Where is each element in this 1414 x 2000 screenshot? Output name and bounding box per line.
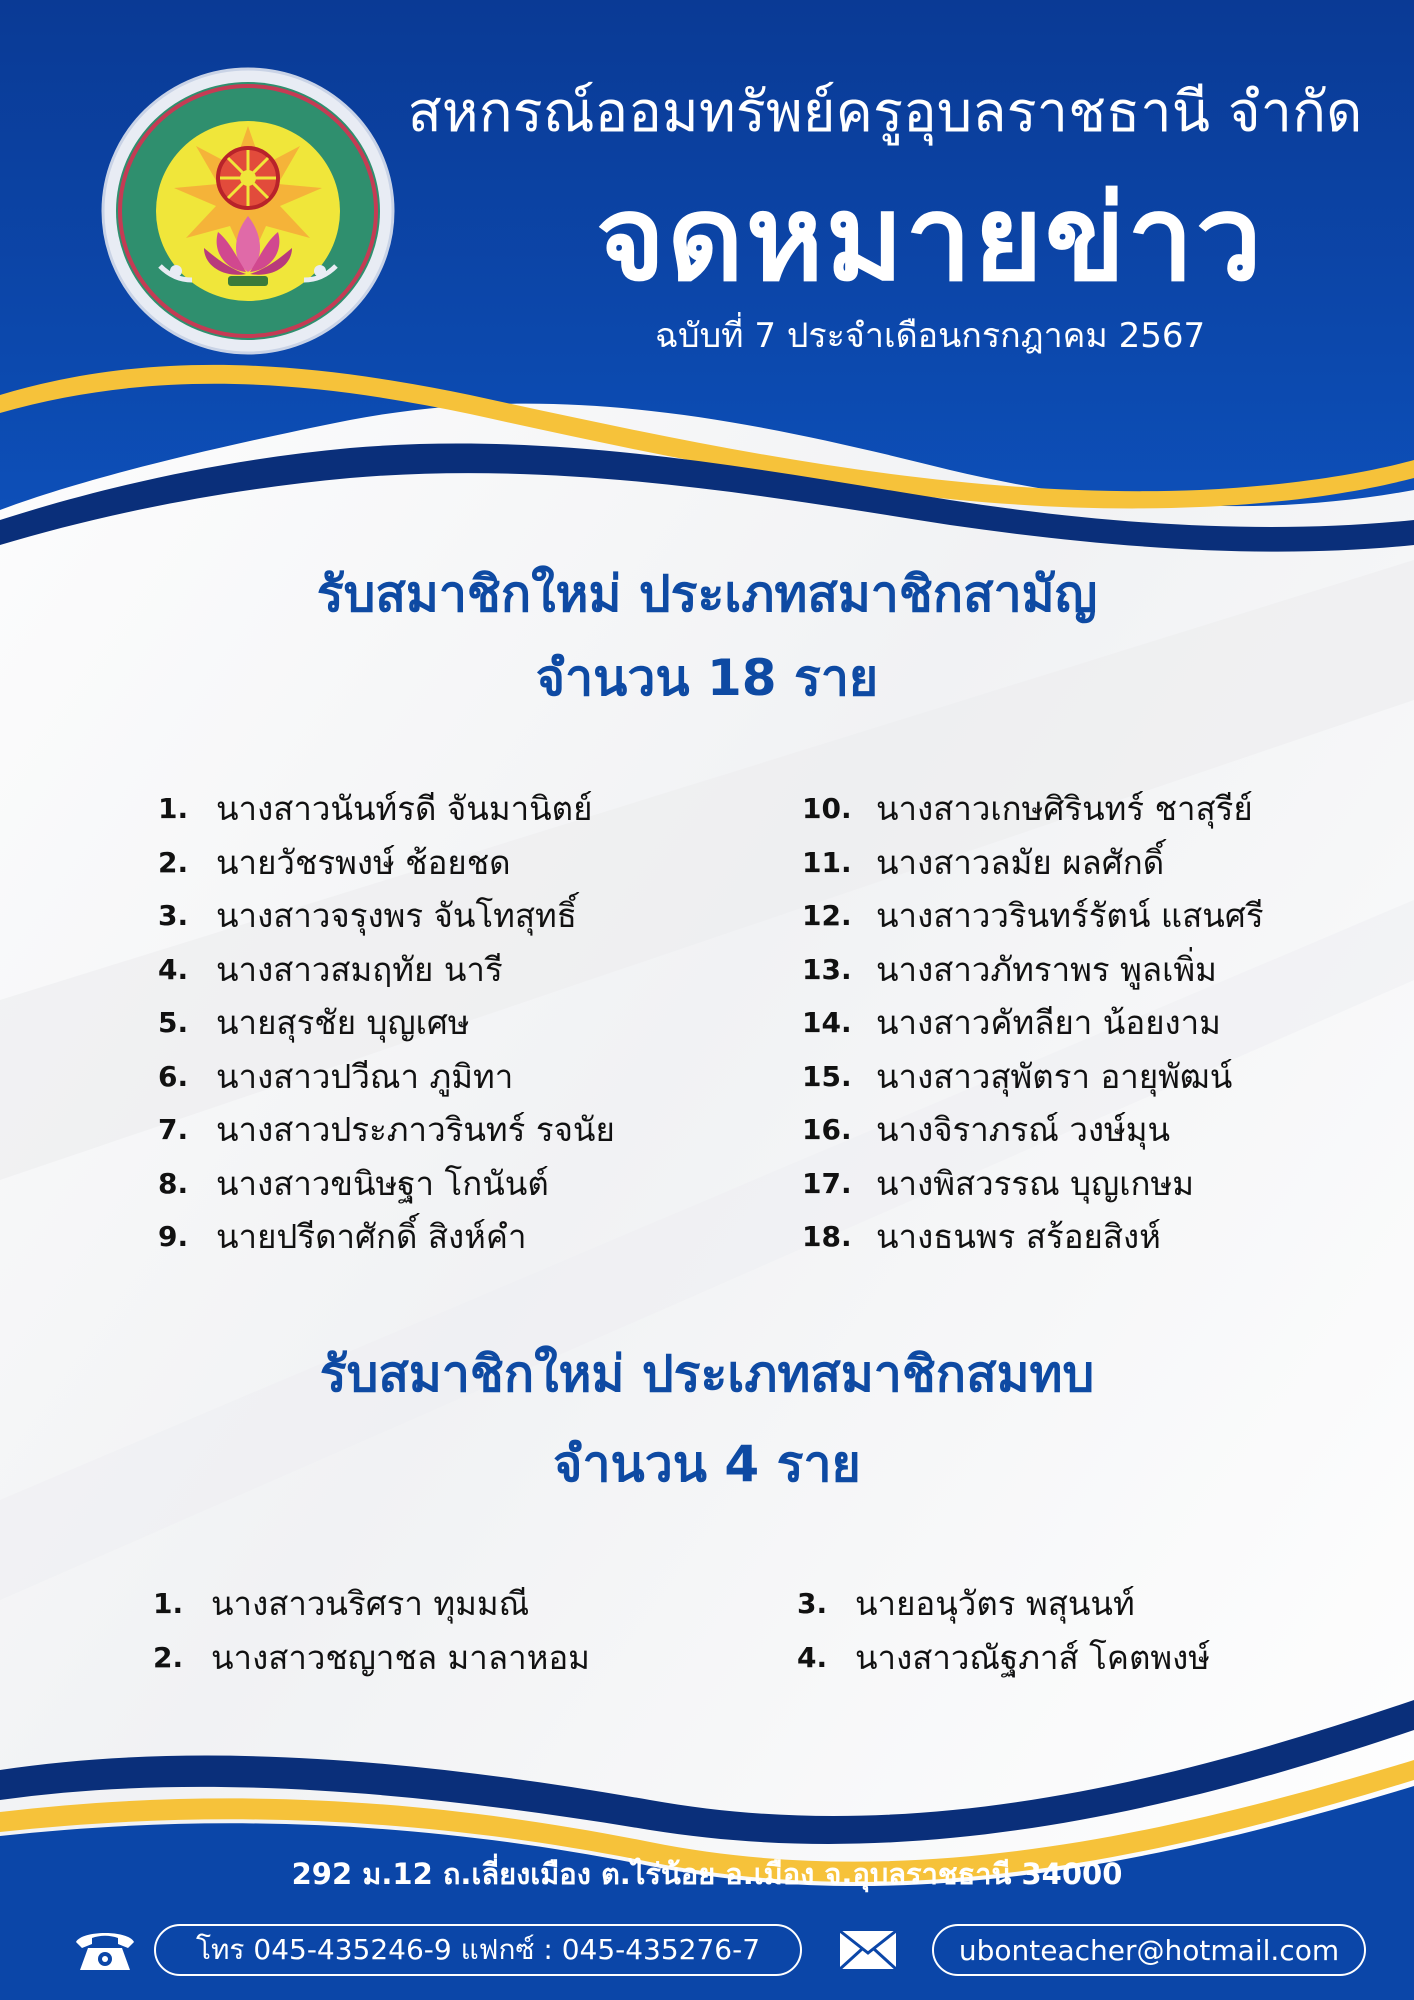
item-number: 9. bbox=[158, 1220, 189, 1254]
ordinary-members-heading: รับสมาชิกใหม่ ประเภทสมาชิกสามัญ bbox=[316, 565, 1098, 623]
issue-line: ฉบับที่ 7 ประจำเดือนกรกฎาคม 2567 bbox=[654, 316, 1206, 356]
member-name: นางพิสวรรณ บุญเกษม bbox=[876, 1163, 1195, 1203]
ordinary-members-list-right bbox=[802, 782, 1264, 1264]
item-number: 8. bbox=[158, 1166, 189, 1200]
list-item bbox=[158, 1210, 615, 1264]
member-name: นางสาวเกษศิรินทร์ ชาสุรีย์ bbox=[876, 789, 1253, 829]
item-number: 15. bbox=[802, 1059, 852, 1093]
email-contact[interactable]: ubonteacher@hotmail.com bbox=[932, 1924, 1366, 1976]
member-name: นางสาวชญาชล มาลาหอม bbox=[211, 1637, 590, 1677]
list-item bbox=[802, 1210, 1264, 1264]
list-item bbox=[158, 1103, 615, 1157]
item-number: 7. bbox=[158, 1113, 189, 1147]
member-name: นางสาวจรุงพร จันโทสุทธิ์ bbox=[216, 896, 577, 936]
ordinary-members-count: จำนวน 18 ราย bbox=[535, 649, 879, 707]
member-name: นายวัชรพงษ์ ช้อยชด bbox=[216, 842, 511, 882]
organization-name: สหกรณ์ออมทรัพย์ครูอุบลราชธานี จำกัด bbox=[407, 80, 1363, 145]
address: 292 ม.12 ถ.เลี่ยงเมือง ต.ไร่น้อย อ.เมือง จ.อุบลราชธานี 34000 bbox=[291, 1857, 1123, 1891]
list-item bbox=[802, 782, 1264, 836]
member-name: นางสาววรินทร์รัตน์ แสนศรี bbox=[876, 896, 1264, 936]
list-item bbox=[802, 836, 1264, 890]
associate-members-list-left bbox=[153, 1577, 590, 1684]
item-number: 3. bbox=[797, 1587, 828, 1621]
item-number: 2. bbox=[158, 845, 189, 879]
member-name: นางสาวขนิษฐา โกนันต์ bbox=[216, 1163, 549, 1203]
envelope-icon bbox=[838, 1929, 898, 1971]
item-number: 11. bbox=[802, 845, 852, 879]
item-number: 13. bbox=[802, 952, 852, 986]
item-number: 16. bbox=[802, 1113, 852, 1147]
member-name: นายปรีดาศักดิ์ สิงห์คำ bbox=[216, 1217, 527, 1257]
member-name: นางสาวคัทลียา น้อยงาม bbox=[876, 1003, 1221, 1043]
newsletter-title: จดหมายข่าว bbox=[596, 169, 1264, 307]
associate-members-count: จำนวน 4 ราย bbox=[553, 1435, 861, 1493]
item-number: 10. bbox=[802, 792, 852, 826]
ordinary-members-list-left bbox=[158, 782, 615, 1264]
member-name: นางสาวสมฤทัย นารี bbox=[216, 949, 503, 989]
list-item bbox=[158, 836, 615, 890]
cooperative-logo bbox=[100, 66, 396, 356]
member-name: นายสุรชัย บุญเศษ bbox=[216, 1003, 470, 1043]
item-number: 6. bbox=[158, 1059, 189, 1093]
member-name: นางจิราภรณ์ วงษ์มุน bbox=[876, 1110, 1171, 1150]
list-item bbox=[153, 1631, 590, 1685]
item-number: 4. bbox=[158, 952, 189, 986]
member-name: นางสาวปวีณา ภูมิทา bbox=[216, 1056, 514, 1096]
member-name: นางสาวประภาวรินทร์ รจนัย bbox=[216, 1110, 615, 1150]
list-item bbox=[797, 1631, 1210, 1685]
item-number: 1. bbox=[153, 1587, 184, 1621]
list-item bbox=[802, 943, 1264, 997]
member-name: นางสาวลมัย ผลศักดิ์ bbox=[876, 842, 1165, 882]
member-name: นายอนุวัตร พสุนนท์ bbox=[855, 1584, 1135, 1624]
phone-fax-contact: โทร 045-435246-9 แฟกซ์ : 045-435276-7 bbox=[154, 1924, 802, 1976]
item-number: 3. bbox=[158, 899, 189, 933]
list-item bbox=[802, 1050, 1264, 1104]
list-item bbox=[802, 889, 1264, 943]
item-number: 14. bbox=[802, 1006, 852, 1040]
list-item bbox=[158, 943, 615, 997]
member-name: นางธนพร สร้อยสิงห์ bbox=[876, 1217, 1161, 1257]
item-number: 12. bbox=[802, 899, 852, 933]
list-item bbox=[802, 1157, 1264, 1211]
member-name: นางสาวภัทราพร พูลเพิ่ม bbox=[876, 949, 1217, 989]
member-name: นางสาวนันท์รดี จันมานิตย์ bbox=[216, 789, 593, 829]
item-number: 1. bbox=[158, 792, 189, 826]
list-item bbox=[158, 889, 615, 943]
item-number: 4. bbox=[797, 1640, 828, 1674]
list-item bbox=[802, 1103, 1264, 1157]
item-number: 17. bbox=[802, 1166, 852, 1200]
list-item bbox=[153, 1577, 590, 1631]
phone-icon bbox=[72, 1926, 138, 1974]
associate-members-heading: รับสมาชิกใหม่ ประเภทสมาชิกสมทบ bbox=[319, 1345, 1095, 1403]
associate-members-list-right bbox=[797, 1577, 1210, 1684]
list-item bbox=[158, 1050, 615, 1104]
list-item bbox=[797, 1577, 1210, 1631]
member-name: นางสาวณัฐภาส์ โคตพงษ์ bbox=[855, 1637, 1210, 1677]
item-number: 2. bbox=[153, 1640, 184, 1674]
list-item bbox=[158, 782, 615, 836]
item-number: 5. bbox=[158, 1006, 189, 1040]
list-item bbox=[802, 996, 1264, 1050]
item-number: 18. bbox=[802, 1220, 852, 1254]
list-item bbox=[158, 996, 615, 1050]
list-item bbox=[158, 1157, 615, 1211]
member-name: นางสาวสุพัตรา อายุพัฒน์ bbox=[876, 1056, 1233, 1096]
member-name: นางสาวนริศรา ทุมมณี bbox=[211, 1584, 530, 1624]
